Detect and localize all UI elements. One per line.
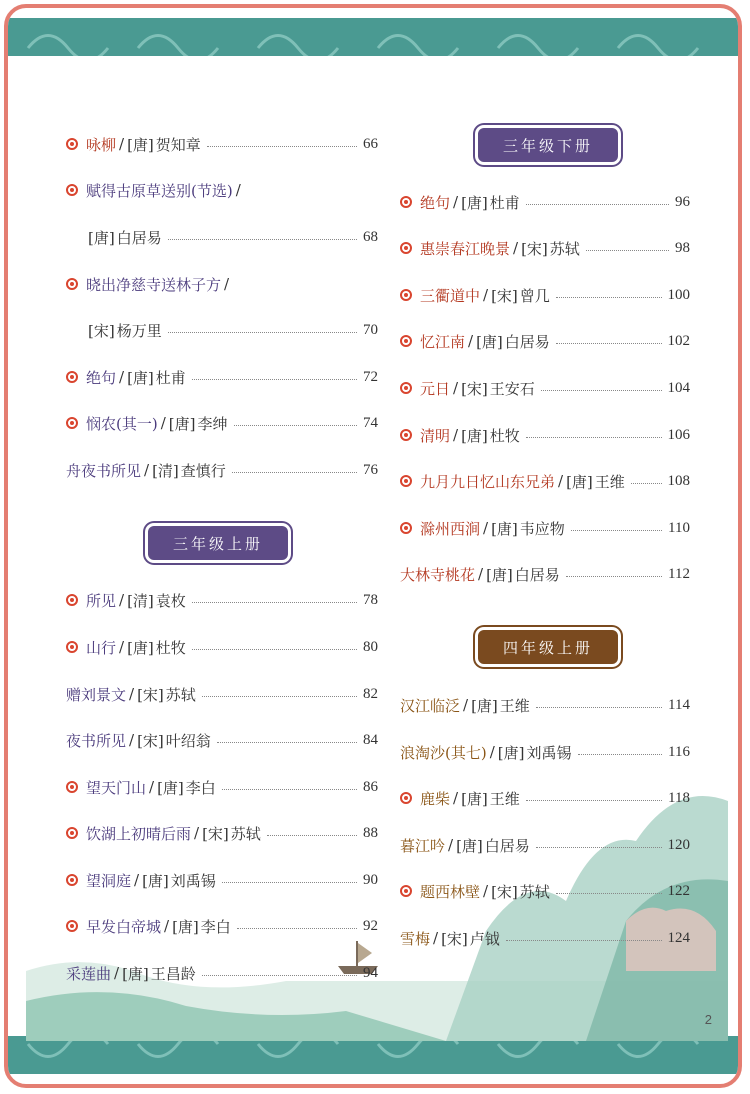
author-name: 王安石 bbox=[489, 379, 535, 398]
page-number-label: 118 bbox=[668, 789, 690, 806]
page-number-label: 100 bbox=[667, 286, 690, 303]
bullet-icon bbox=[400, 885, 412, 897]
author-name: 苏轼 bbox=[230, 824, 261, 843]
toc-entry[interactable] bbox=[66, 223, 378, 251]
bullet-icon bbox=[66, 184, 78, 196]
dynasty-label: [唐] bbox=[476, 332, 503, 351]
dot-leader bbox=[192, 649, 357, 650]
dynasty-label: [清] bbox=[127, 591, 154, 610]
page-number-label: 66 bbox=[363, 135, 378, 152]
dynasty-label: [宋] bbox=[461, 379, 488, 398]
poem-title: 忆江南 bbox=[420, 332, 466, 351]
bullet-icon bbox=[66, 138, 78, 150]
author-name: 白居易 bbox=[116, 228, 162, 247]
separator: / bbox=[483, 519, 489, 537]
bullet-icon bbox=[400, 382, 412, 394]
dot-leader bbox=[526, 204, 669, 205]
poem-title: 晓出净慈寺送林子方 bbox=[86, 275, 222, 294]
poem-title: 浪淘沙(其七) bbox=[400, 743, 487, 762]
toc-entry[interactable] bbox=[400, 327, 690, 355]
dot-leader bbox=[541, 390, 662, 391]
bullet-icon bbox=[66, 827, 78, 839]
author-name: 刘禹锡 bbox=[170, 871, 216, 890]
poem-title: 清明 bbox=[420, 426, 451, 445]
toc-entry[interactable] bbox=[400, 234, 690, 262]
toc-entry[interactable] bbox=[66, 959, 378, 987]
page-number-label: 86 bbox=[363, 778, 378, 795]
dot-leader bbox=[506, 940, 662, 941]
page-number-label: 98 bbox=[675, 239, 690, 256]
poem-title: 夜书所见 bbox=[66, 731, 127, 750]
toc-entry[interactable] bbox=[66, 270, 378, 298]
separator: / bbox=[119, 591, 125, 609]
dot-leader bbox=[556, 297, 662, 298]
page-number-label: 106 bbox=[667, 426, 690, 443]
toc-entry[interactable] bbox=[66, 866, 378, 894]
page-number-label: 102 bbox=[667, 332, 690, 349]
dot-leader bbox=[232, 472, 357, 473]
toc-entry[interactable] bbox=[66, 130, 378, 158]
separator: / bbox=[433, 929, 439, 947]
page-number-label: 92 bbox=[363, 917, 378, 934]
dynasty-label: [唐] bbox=[456, 836, 483, 855]
toc-entry[interactable] bbox=[400, 188, 690, 216]
page-number-label: 68 bbox=[363, 228, 378, 245]
separator: / bbox=[453, 789, 459, 807]
dot-leader bbox=[234, 425, 357, 426]
dot-leader bbox=[207, 146, 357, 147]
bullet-icon bbox=[400, 522, 412, 534]
dynasty-label: [唐] bbox=[127, 638, 154, 657]
author-name: 查慎行 bbox=[180, 461, 226, 480]
bullet-icon bbox=[66, 594, 78, 606]
separator: / bbox=[119, 135, 125, 153]
poem-title: 采莲曲 bbox=[66, 964, 112, 983]
dynasty-label: [清] bbox=[152, 461, 179, 480]
poem-title: 大林寺桃花 bbox=[400, 565, 476, 584]
dot-leader bbox=[571, 530, 662, 531]
toc-entry[interactable] bbox=[400, 831, 690, 859]
page-number-label: 114 bbox=[668, 696, 690, 713]
author-name: 王维 bbox=[594, 472, 625, 491]
bullet-icon bbox=[400, 196, 412, 208]
separator: / bbox=[134, 871, 140, 889]
dot-leader bbox=[222, 789, 357, 790]
bullet-icon bbox=[400, 429, 412, 441]
dynasty-label: [唐] bbox=[168, 414, 196, 433]
toc-entry[interactable] bbox=[66, 633, 378, 661]
dynasty-label: [宋] bbox=[491, 882, 518, 901]
dynasty-label: [唐] bbox=[157, 778, 184, 797]
dynasty-label: [唐] bbox=[491, 519, 518, 538]
dynasty-label: [唐] bbox=[88, 228, 115, 247]
toc-entry[interactable] bbox=[400, 784, 690, 812]
dynasty-label: [唐] bbox=[461, 193, 488, 212]
separator: / bbox=[129, 731, 135, 749]
dot-leader bbox=[556, 343, 662, 344]
dynasty-label: [唐] bbox=[566, 472, 593, 491]
separator: / bbox=[453, 193, 459, 211]
dot-leader bbox=[202, 696, 357, 697]
page-number-label: 80 bbox=[363, 638, 378, 655]
dot-leader bbox=[192, 379, 357, 380]
author-name: 王维 bbox=[499, 696, 530, 715]
bullet-icon bbox=[66, 920, 78, 932]
page-number-label: 90 bbox=[363, 871, 378, 888]
toc-entry[interactable] bbox=[66, 912, 378, 940]
separator: / bbox=[194, 824, 200, 842]
separator: / bbox=[448, 836, 454, 854]
page-number-label: 72 bbox=[363, 368, 378, 385]
toc-entry[interactable] bbox=[400, 514, 690, 542]
author-name: 杜牧 bbox=[155, 638, 186, 657]
author-name: 王维 bbox=[489, 789, 520, 808]
bullet-icon bbox=[66, 874, 78, 886]
dynasty-label: [唐] bbox=[127, 135, 154, 154]
dot-leader bbox=[192, 602, 357, 603]
bullet-icon bbox=[66, 417, 78, 429]
page-number-label: 76 bbox=[363, 461, 378, 478]
author-name: 叶绍翁 bbox=[165, 731, 211, 750]
separator: / bbox=[119, 638, 125, 656]
dot-leader bbox=[578, 754, 663, 755]
toc-entry[interactable] bbox=[400, 467, 690, 495]
toc-entry[interactable] bbox=[400, 691, 690, 719]
dynasty-label: [宋] bbox=[137, 731, 164, 750]
separator: / bbox=[463, 696, 469, 714]
poem-title: 饮湖上初晴后雨 bbox=[86, 824, 192, 843]
poem-title: 所见 bbox=[86, 591, 117, 610]
separator: / bbox=[483, 286, 489, 304]
separator: / bbox=[129, 685, 135, 703]
page-number-label: 70 bbox=[363, 321, 378, 338]
author-name: 卢钺 bbox=[469, 929, 500, 948]
page-number-label: 74 bbox=[363, 414, 378, 431]
poem-title: 绝句 bbox=[420, 193, 451, 212]
author-name: 白居易 bbox=[514, 565, 560, 584]
dot-leader bbox=[566, 576, 662, 577]
dynasty-label: [唐] bbox=[461, 426, 488, 445]
toc-entry[interactable] bbox=[66, 586, 378, 614]
page-number-label: 122 bbox=[667, 882, 690, 899]
bottom-decorative-band bbox=[8, 1036, 738, 1074]
dynasty-label: [唐] bbox=[497, 743, 525, 762]
dynasty-label: [宋] bbox=[202, 824, 229, 843]
poem-title: 元日 bbox=[420, 379, 451, 398]
separator: / bbox=[119, 368, 125, 386]
separator: / bbox=[114, 964, 120, 982]
poem-title: 早发白帝城 bbox=[86, 917, 162, 936]
author-name: 贺知章 bbox=[155, 135, 201, 154]
separator: / bbox=[144, 461, 150, 479]
dynasty-label: [宋] bbox=[137, 685, 164, 704]
dot-leader bbox=[526, 800, 662, 801]
page-frame bbox=[4, 4, 742, 1088]
page-number: 2 bbox=[704, 1012, 712, 1027]
page-number-label: 78 bbox=[363, 591, 378, 608]
author-name: 李白 bbox=[185, 778, 216, 797]
dynasty-label: [宋] bbox=[441, 929, 468, 948]
poem-title: 赠刘景文 bbox=[66, 685, 127, 704]
dynasty-label: [唐] bbox=[486, 565, 513, 584]
poem-title: 绝句 bbox=[86, 368, 117, 387]
separator: / bbox=[453, 426, 459, 444]
toc-entry[interactable] bbox=[400, 374, 690, 402]
page-number-label: 110 bbox=[668, 519, 690, 536]
toc-entry[interactable] bbox=[66, 680, 378, 708]
poem-title: 舟夜书所见 bbox=[66, 461, 142, 480]
toc-entry[interactable] bbox=[66, 819, 378, 847]
poem-title: 赋得古原草送别(节选) bbox=[86, 181, 233, 200]
poem-title: 鹿柴 bbox=[420, 789, 451, 808]
dynasty-label: [唐] bbox=[127, 368, 154, 387]
author-name: 刘禹锡 bbox=[526, 743, 572, 762]
separator: / bbox=[468, 332, 474, 350]
bullet-icon bbox=[400, 242, 412, 254]
author-name: 杜甫 bbox=[489, 193, 520, 212]
poem-title: 题西林壁 bbox=[420, 882, 481, 901]
bullet-icon bbox=[400, 289, 412, 301]
poem-title: 望天门山 bbox=[86, 778, 147, 797]
separator: / bbox=[558, 472, 564, 490]
author-name: 苏轼 bbox=[165, 685, 196, 704]
toc-entry[interactable] bbox=[66, 726, 378, 754]
dynasty-label: [唐] bbox=[172, 917, 199, 936]
grade3-up-banner: 三年级上册 bbox=[148, 526, 288, 560]
dot-leader bbox=[168, 332, 357, 333]
author-name: 杨万里 bbox=[116, 321, 162, 340]
toc-entry[interactable] bbox=[400, 421, 690, 449]
poem-title: 雪梅 bbox=[400, 929, 431, 948]
author-name: 袁枚 bbox=[155, 591, 186, 610]
page-number-label: 88 bbox=[363, 824, 378, 841]
dot-leader bbox=[556, 893, 662, 894]
author-name: 苏轼 bbox=[519, 882, 550, 901]
toc-entry[interactable] bbox=[400, 738, 690, 766]
toc-entry[interactable] bbox=[66, 176, 378, 204]
grade4-up-banner: 四年级上册 bbox=[478, 630, 618, 664]
dot-leader bbox=[202, 975, 357, 976]
dot-leader bbox=[536, 707, 662, 708]
author-name: 苏轼 bbox=[549, 239, 580, 258]
author-name: 白居易 bbox=[504, 332, 550, 351]
page-number-label: 94 bbox=[363, 964, 378, 981]
separator: / bbox=[160, 414, 166, 432]
author-name: 李绅 bbox=[197, 414, 228, 433]
separator: / bbox=[478, 565, 484, 583]
page-number-label: 112 bbox=[668, 565, 690, 582]
bullet-icon bbox=[66, 641, 78, 653]
grade3-down-banner: 三年级下册 bbox=[478, 128, 618, 162]
separator: / bbox=[149, 778, 155, 796]
page-number-label: 84 bbox=[363, 731, 378, 748]
poem-title: 汉江临泛 bbox=[400, 696, 461, 715]
separator: / bbox=[224, 275, 230, 293]
toc-entry[interactable] bbox=[400, 281, 690, 309]
toc-page bbox=[26, 56, 728, 1041]
toc-entry[interactable] bbox=[400, 877, 690, 905]
poem-title: 九月九日忆山东兄弟 bbox=[420, 472, 556, 491]
separator: / bbox=[453, 379, 459, 397]
toc-entry[interactable] bbox=[400, 924, 690, 952]
author-name: 杜牧 bbox=[489, 426, 520, 445]
author-name: 白居易 bbox=[484, 836, 530, 855]
page-number-label: 124 bbox=[667, 929, 690, 946]
toc-entry[interactable] bbox=[66, 456, 378, 484]
poem-title: 三衢道中 bbox=[420, 286, 481, 305]
poem-title: 惠崇春江晚景 bbox=[420, 239, 511, 258]
dot-leader bbox=[586, 250, 669, 251]
dot-leader bbox=[168, 239, 357, 240]
dynasty-label: [宋] bbox=[491, 286, 518, 305]
dot-leader bbox=[536, 847, 662, 848]
author-name: 李白 bbox=[200, 917, 231, 936]
top-decorative-band bbox=[8, 18, 738, 56]
toc-entry[interactable] bbox=[66, 409, 378, 437]
page-number-label: 96 bbox=[675, 193, 690, 210]
author-name: 杜甫 bbox=[155, 368, 186, 387]
separator: / bbox=[235, 181, 241, 199]
bullet-icon bbox=[400, 335, 412, 347]
separator: / bbox=[489, 743, 495, 761]
dynasty-label: [宋] bbox=[521, 239, 548, 258]
bullet-icon bbox=[66, 371, 78, 383]
separator: / bbox=[164, 917, 170, 935]
separator: / bbox=[483, 882, 489, 900]
dynasty-label: [唐] bbox=[142, 871, 169, 890]
dot-leader bbox=[631, 483, 662, 484]
poem-title: 咏柳 bbox=[86, 135, 117, 154]
page-number-label: 82 bbox=[363, 685, 378, 702]
dynasty-label: [唐] bbox=[471, 696, 498, 715]
page-number-label: 104 bbox=[667, 379, 690, 396]
dot-leader bbox=[217, 742, 357, 743]
bullet-icon bbox=[66, 781, 78, 793]
dot-leader bbox=[526, 437, 662, 438]
toc-entry[interactable] bbox=[66, 363, 378, 391]
page-number-label: 120 bbox=[667, 836, 690, 853]
toc-entry[interactable] bbox=[400, 560, 690, 588]
page-number-label: 116 bbox=[668, 743, 690, 760]
dynasty-label: [唐] bbox=[461, 789, 488, 808]
dynasty-label: [宋] bbox=[88, 321, 115, 340]
dot-leader bbox=[267, 835, 357, 836]
dynasty-label: [唐] bbox=[122, 964, 149, 983]
dot-leader bbox=[222, 882, 357, 883]
bullet-icon bbox=[66, 278, 78, 290]
poem-title: 悯农(其一) bbox=[86, 414, 158, 433]
toc-entry[interactable] bbox=[66, 773, 378, 801]
poem-title: 暮江吟 bbox=[400, 836, 446, 855]
poem-title: 望洞庭 bbox=[86, 871, 132, 890]
bullet-icon bbox=[400, 792, 412, 804]
poem-title: 山行 bbox=[86, 638, 117, 657]
author-name: 韦应物 bbox=[519, 519, 565, 538]
toc-entry[interactable] bbox=[66, 316, 378, 344]
author-name: 王昌龄 bbox=[150, 964, 196, 983]
poem-title: 滁州西涧 bbox=[420, 519, 481, 538]
separator: / bbox=[513, 239, 519, 257]
bullet-icon bbox=[400, 475, 412, 487]
page-number-label: 108 bbox=[667, 472, 690, 489]
author-name: 曾几 bbox=[519, 286, 550, 305]
dot-leader bbox=[237, 928, 357, 929]
